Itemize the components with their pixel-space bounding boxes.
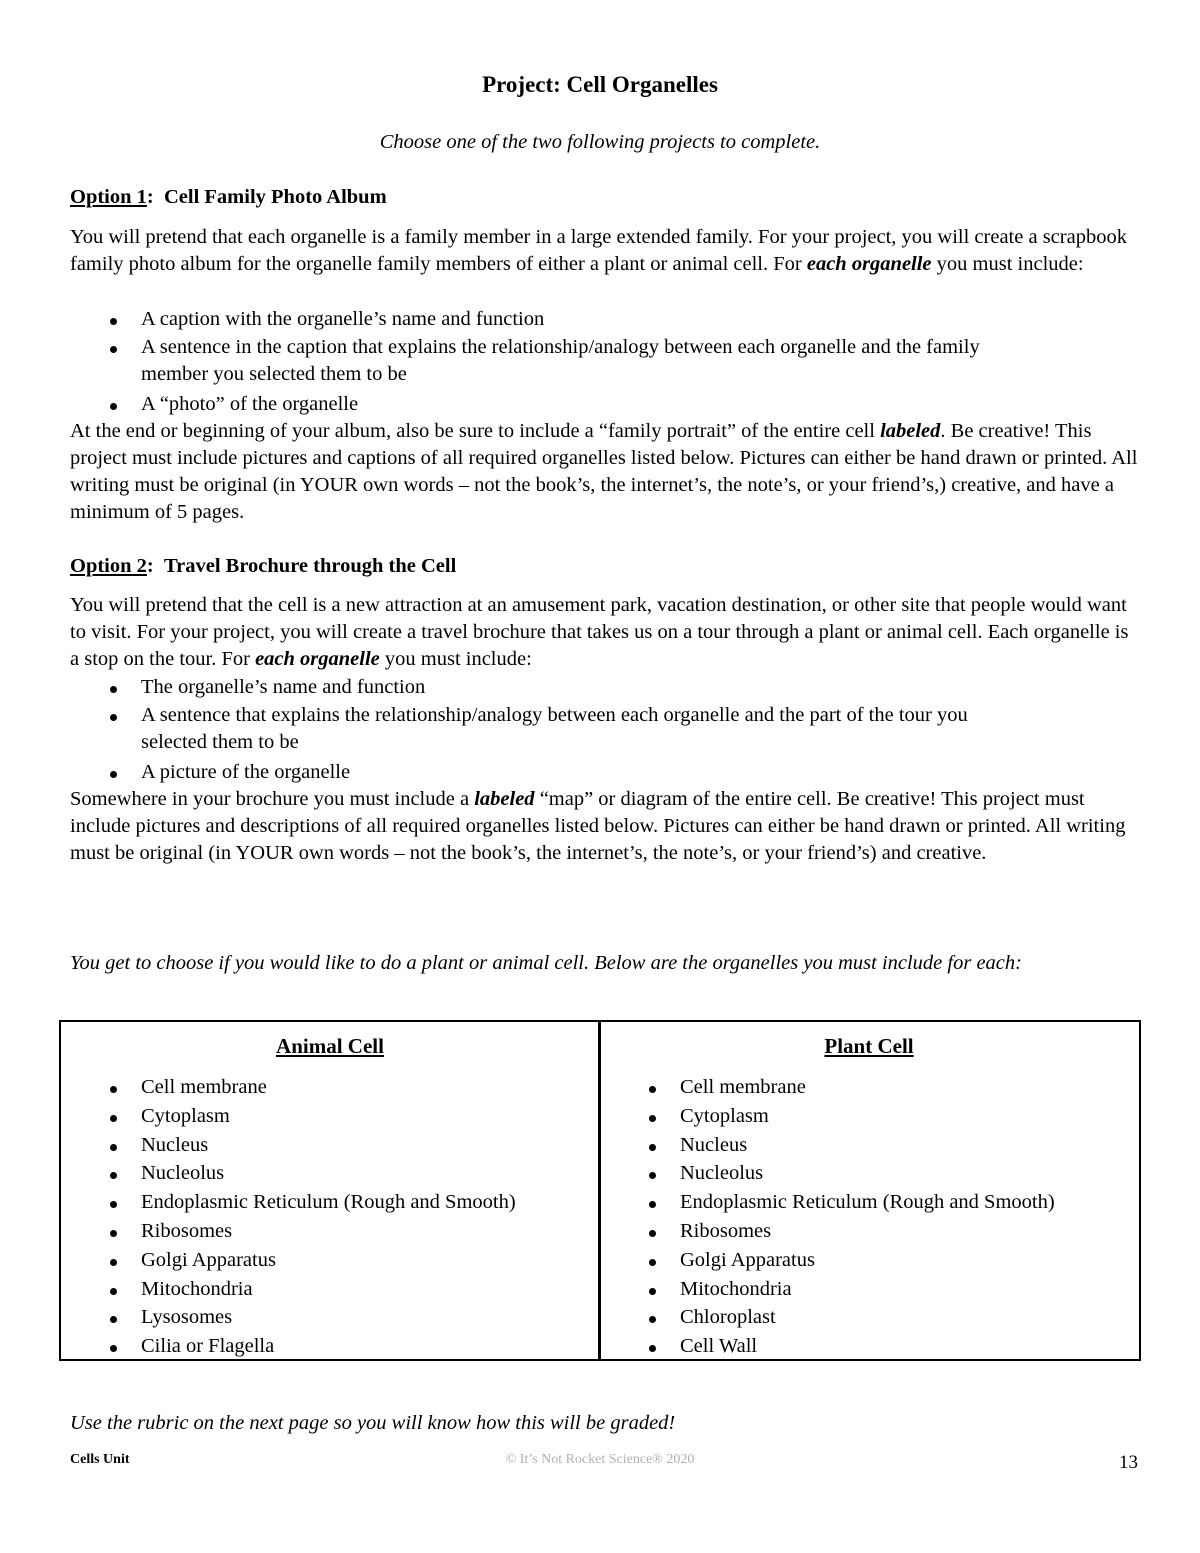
option1-closing-text: At the end or beginning of your album, also be sure to include a “family portrait” of the entire cell <box>70 420 881 442</box>
bullet-icon <box>110 403 117 410</box>
animal-organelle-item: Cilia or Flagella <box>141 1335 275 1358</box>
option1-intro-emphasis: each organelle <box>806 253 932 275</box>
bullet-icon <box>110 346 117 353</box>
option2-closing-tail: “map” or diagram of the entire cell. Be creative! This project must include pictures and descriptions of all required organelles listed below. Pictures can either be hand drawn or printed. All writing must be original (in YOUR own words – not the book’s, the internet’s, the note’s, or your friend’s) and creative. <box>70 788 1126 864</box>
plant-organelle-item: Nucleolus <box>680 1162 764 1185</box>
animal-organelle-item: Endoplasmic Reticulum (Rough and Smooth) <box>141 1191 516 1214</box>
bullet-icon <box>110 714 117 721</box>
option2-bullet-continued: selected them to be <box>141 731 299 753</box>
option1-label: Option 1 <box>70 186 147 208</box>
plant-organelle-item: Nucleus <box>680 1133 748 1156</box>
bullet-icon <box>110 1115 117 1122</box>
bullet-icon <box>649 1288 656 1295</box>
plant-organelle-item: Golgi Apparatus <box>680 1248 815 1271</box>
page-title: Project: Cell Organelles <box>482 72 718 97</box>
plant-organelle-item: Chloroplast <box>680 1306 776 1329</box>
plant-organelle-item: Cell membrane <box>680 1076 806 1098</box>
option1-closing <box>70 418 1138 526</box>
bullet-icon <box>649 1144 656 1151</box>
option2-closing <box>70 786 1138 867</box>
animal-organelle-item: Nucleolus <box>141 1162 225 1185</box>
option2-intro <box>70 592 1138 673</box>
plant-organelle-item: Ribosomes <box>680 1220 772 1242</box>
option1-bullet-continued: member you selected them to be <box>141 363 407 385</box>
bullet-icon <box>649 1115 656 1122</box>
option2-title: Travel Brochure through the Cell <box>163 555 457 577</box>
footer-copyright: © It’s Not Rocket Science® 2020 <box>505 1452 695 1467</box>
bullet-icon <box>110 1259 117 1266</box>
option1-intro-tail: you must include: <box>931 253 1084 275</box>
animal-organelle-item: Lysosomes <box>141 1306 233 1329</box>
option1-title: Cell Family Photo Album <box>163 186 387 208</box>
option1-closing-emphasis: labeled <box>880 420 941 442</box>
option2-bullet: A sentence that explains the relationship/analogy between each organelle and the part of the tour you <box>141 704 968 726</box>
option1-intro <box>70 224 1138 278</box>
rubric-note: Use the rubric on the next page so you will know how this will be graded! <box>70 1412 676 1434</box>
option2-closing-emphasis: labeled <box>474 788 535 810</box>
option2-intro-tail: you must include: <box>379 648 532 670</box>
plant-cell-header: Plant Cell <box>824 1034 914 1058</box>
bullet-icon <box>110 1086 117 1093</box>
bullet-icon <box>110 318 117 325</box>
animal-cell-header: Animal Cell <box>276 1034 384 1058</box>
bullet-icon <box>110 1144 117 1151</box>
plant-organelle-item: Cell Wall <box>680 1335 758 1358</box>
option2-label: Option 2 <box>70 555 147 577</box>
plant-organelle-item: Mitochondria <box>680 1277 792 1300</box>
footer-unit: Cells Unit <box>70 1452 130 1467</box>
animal-organelle-item: Cytoplasm <box>141 1104 230 1127</box>
option2-closing-text: Somewhere in your brochure you must include a <box>70 788 475 810</box>
animal-organelle-item: Golgi Apparatus <box>141 1248 276 1271</box>
option2-intro-emphasis: each organelle <box>255 648 380 670</box>
bullet-icon <box>649 1259 656 1266</box>
bullet-icon <box>110 1230 117 1237</box>
bullet-icon <box>110 771 117 778</box>
page-number: 13 <box>1119 1452 1138 1473</box>
bullet-icon <box>649 1086 656 1093</box>
option2-bullet: A picture of the organelle <box>141 761 351 783</box>
bullet-icon <box>649 1230 656 1237</box>
option1-bullet: A sentence in the caption that explains the relationship/analogy between each organelle and the family <box>141 336 980 358</box>
option1-intro-text: You will pretend that each organelle is a family member in a large extended family. For your project, you will create a scrapbook family photo album for the organelle family members of either a plant or animal cell. For <box>70 226 1127 275</box>
option2-bullet: The organelle’s name and function <box>141 676 426 698</box>
table-divider <box>598 1020 601 1360</box>
bullet-icon <box>110 1288 117 1295</box>
choose-note: You get to choose if you would like to do a plant or animal cell. Below are the organelles you must include for each: <box>70 952 1022 974</box>
option1-bullet: A “photo” of the organelle <box>141 393 359 415</box>
option1-heading: Option 1: Cell Family Photo Album <box>70 186 387 208</box>
bullet-icon <box>110 686 117 693</box>
option2-heading: Option 2: Travel Brochure through the Cell <box>70 555 457 577</box>
animal-organelle-item: Nucleus <box>141 1133 209 1156</box>
animal-organelle-item: Mitochondria <box>141 1277 253 1300</box>
option1-closing-tail: . Be creative! This project must include pictures and captions of all required organelles listed below. Pictures can either be hand drawn or printed. All writing must be original (in YOUR own words – not the book’s, the internet’s, the note’s, or your friend’s,) creative, and have a minimum of 5 pages. <box>70 420 1138 523</box>
plant-organelle-item: Endoplasmic Reticulum (Rough and Smooth) <box>680 1191 1055 1214</box>
option1-bullet: A caption with the organelle’s name and function <box>141 308 545 330</box>
option2-intro-text: You will pretend that the cell is a new attraction at an amusement park, vacation destination, or other site that people would want to visit. For your project, you will create a travel brochure that takes us on a tour through a plant or animal cell. Each organelle is a stop on the tour. For <box>70 594 1129 670</box>
page-subtitle: Choose one of the two following projects to complete. <box>379 131 821 153</box>
animal-organelle-item: Ribosomes <box>141 1220 233 1242</box>
animal-organelle-item: Cell membrane <box>141 1076 267 1098</box>
plant-organelle-item: Cytoplasm <box>680 1104 769 1127</box>
